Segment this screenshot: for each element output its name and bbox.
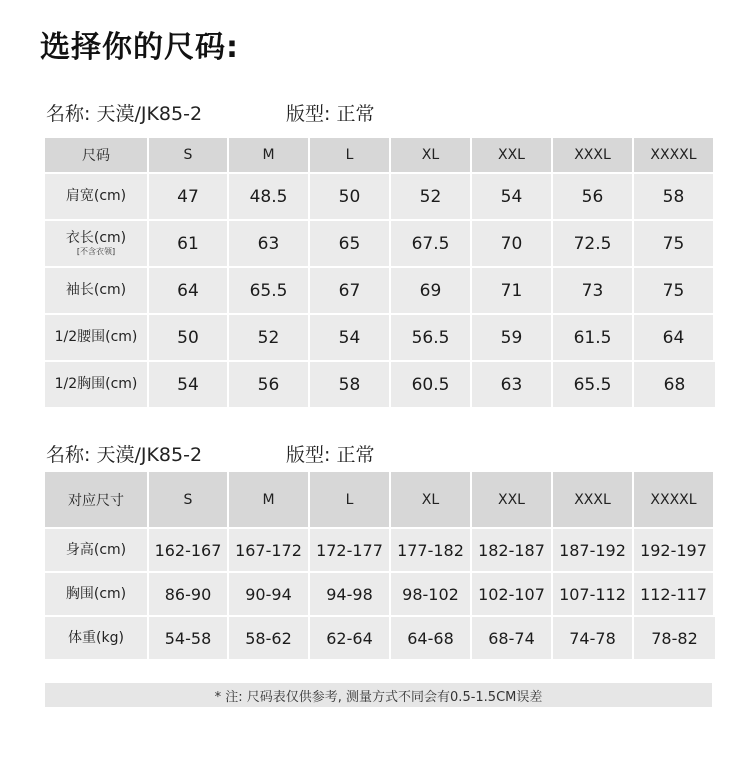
value-cell: 56: [553, 174, 634, 219]
value-cell: 192-197: [634, 529, 715, 571]
value-cell: 68: [634, 362, 715, 407]
value-cell: 73: [553, 268, 634, 313]
value-cell: 67: [310, 268, 391, 313]
value-cell: 172-177: [310, 529, 391, 571]
value-cell: 68-74: [472, 617, 553, 659]
value-cell: 72.5: [553, 221, 634, 266]
value-cell: 64: [634, 315, 715, 360]
value-cell: 177-182: [391, 529, 472, 571]
row-label: 身高(cm): [45, 529, 149, 571]
value-cell: 90-94: [229, 573, 310, 615]
row-label: 体重(kg): [45, 617, 149, 659]
value-cell: 50: [310, 174, 391, 219]
value-cell: 54: [149, 362, 229, 407]
value-cell: 58: [310, 362, 391, 407]
value-cell: 78-82: [634, 617, 715, 659]
header-cell: M: [229, 138, 310, 172]
value-cell: 64: [149, 268, 229, 313]
value-cell: 63: [472, 362, 553, 407]
value-cell: 112-117: [634, 573, 715, 615]
value-cell: 86-90: [149, 573, 229, 615]
garment-size-table: [45, 138, 715, 407]
row-label: [45, 174, 149, 219]
value-cell: 59: [472, 315, 553, 360]
header-cell: XL: [391, 138, 472, 172]
row-label-text: 肩宽(cm): [65, 188, 127, 205]
value-cell: 54-58: [149, 617, 229, 659]
value-cell: 65.5: [229, 268, 310, 313]
value-cell: 50: [149, 315, 229, 360]
value-cell: 64-68: [391, 617, 472, 659]
value-cell: 62-64: [310, 617, 391, 659]
value-cell: 54: [310, 315, 391, 360]
value-cell: 65: [310, 221, 391, 266]
value-cell: 67.5: [391, 221, 472, 266]
header-cell: L: [310, 472, 391, 527]
value-cell: 162-167: [149, 529, 229, 571]
value-cell: 56: [229, 362, 310, 407]
row-label-text: 1/2胸围(cm): [54, 376, 138, 393]
fit-type-label: 版型: 正常: [286, 103, 375, 125]
product-info-1: [46, 99, 375, 126]
row-label: [45, 362, 149, 407]
value-cell: 47: [149, 174, 229, 219]
value-cell: 107-112: [553, 573, 634, 615]
value-cell: 75: [634, 221, 715, 266]
value-cell: 52: [391, 174, 472, 219]
row-label: 胸围(cm): [45, 573, 149, 615]
row-label: [45, 221, 149, 266]
value-cell: 98-102: [391, 573, 472, 615]
header-cell: XXXXL: [634, 472, 715, 527]
header-cell: XL: [391, 472, 472, 527]
value-cell: 65.5: [553, 362, 634, 407]
value-cell: 63: [229, 221, 310, 266]
row-label-text: 1/2腰围(cm): [54, 329, 138, 346]
value-cell: 60.5: [391, 362, 472, 407]
fit-type-label: 版型: 正常: [286, 444, 375, 466]
value-cell: 167-172: [229, 529, 310, 571]
row-label-text: 衣长(cm): [65, 230, 127, 247]
value-cell: 61: [149, 221, 229, 266]
value-cell: 75: [634, 268, 715, 313]
header-cell: XXL: [472, 138, 553, 172]
value-cell: 69: [391, 268, 472, 313]
value-cell: 48.5: [229, 174, 310, 219]
header-cell: S: [149, 472, 229, 527]
header-cell: XXXXL: [634, 138, 715, 172]
value-cell: 58-62: [229, 617, 310, 659]
value-cell: 70: [472, 221, 553, 266]
value-cell: 187-192: [553, 529, 634, 571]
value-cell: 102-107: [472, 573, 553, 615]
body-size-table: [45, 472, 715, 659]
page-title: 选择你的尺码:: [40, 30, 239, 65]
header-cell: 对应尺寸: [45, 472, 149, 527]
value-cell: 54: [472, 174, 553, 219]
header-cell: L: [310, 138, 391, 172]
value-cell: 74-78: [553, 617, 634, 659]
value-cell: 58: [634, 174, 715, 219]
value-cell: 61.5: [553, 315, 634, 360]
header-cell: XXXL: [553, 138, 634, 172]
row-label: [45, 268, 149, 313]
header-cell: S: [149, 138, 229, 172]
row-label: [45, 315, 149, 360]
header-cell: XXL: [472, 472, 553, 527]
product-name-label: 名称: 天漠/JK85-2: [46, 103, 203, 125]
disclaimer-note: * 注: 尺码表仅供参考, 测量方式不同会有0.5-1.5CM误差: [45, 683, 712, 707]
product-info-2: [46, 440, 375, 467]
header-cell: XXXL: [553, 472, 634, 527]
product-name-label: 名称: 天漠/JK85-2: [46, 444, 203, 466]
row-label-note: [不含衣领]: [76, 247, 116, 257]
header-cell: 尺码: [45, 138, 149, 172]
value-cell: 71: [472, 268, 553, 313]
value-cell: 56.5: [391, 315, 472, 360]
header-cell: M: [229, 472, 310, 527]
value-cell: 94-98: [310, 573, 391, 615]
value-cell: 52: [229, 315, 310, 360]
value-cell: 182-187: [472, 529, 553, 571]
row-label-text: 袖长(cm): [65, 282, 127, 299]
